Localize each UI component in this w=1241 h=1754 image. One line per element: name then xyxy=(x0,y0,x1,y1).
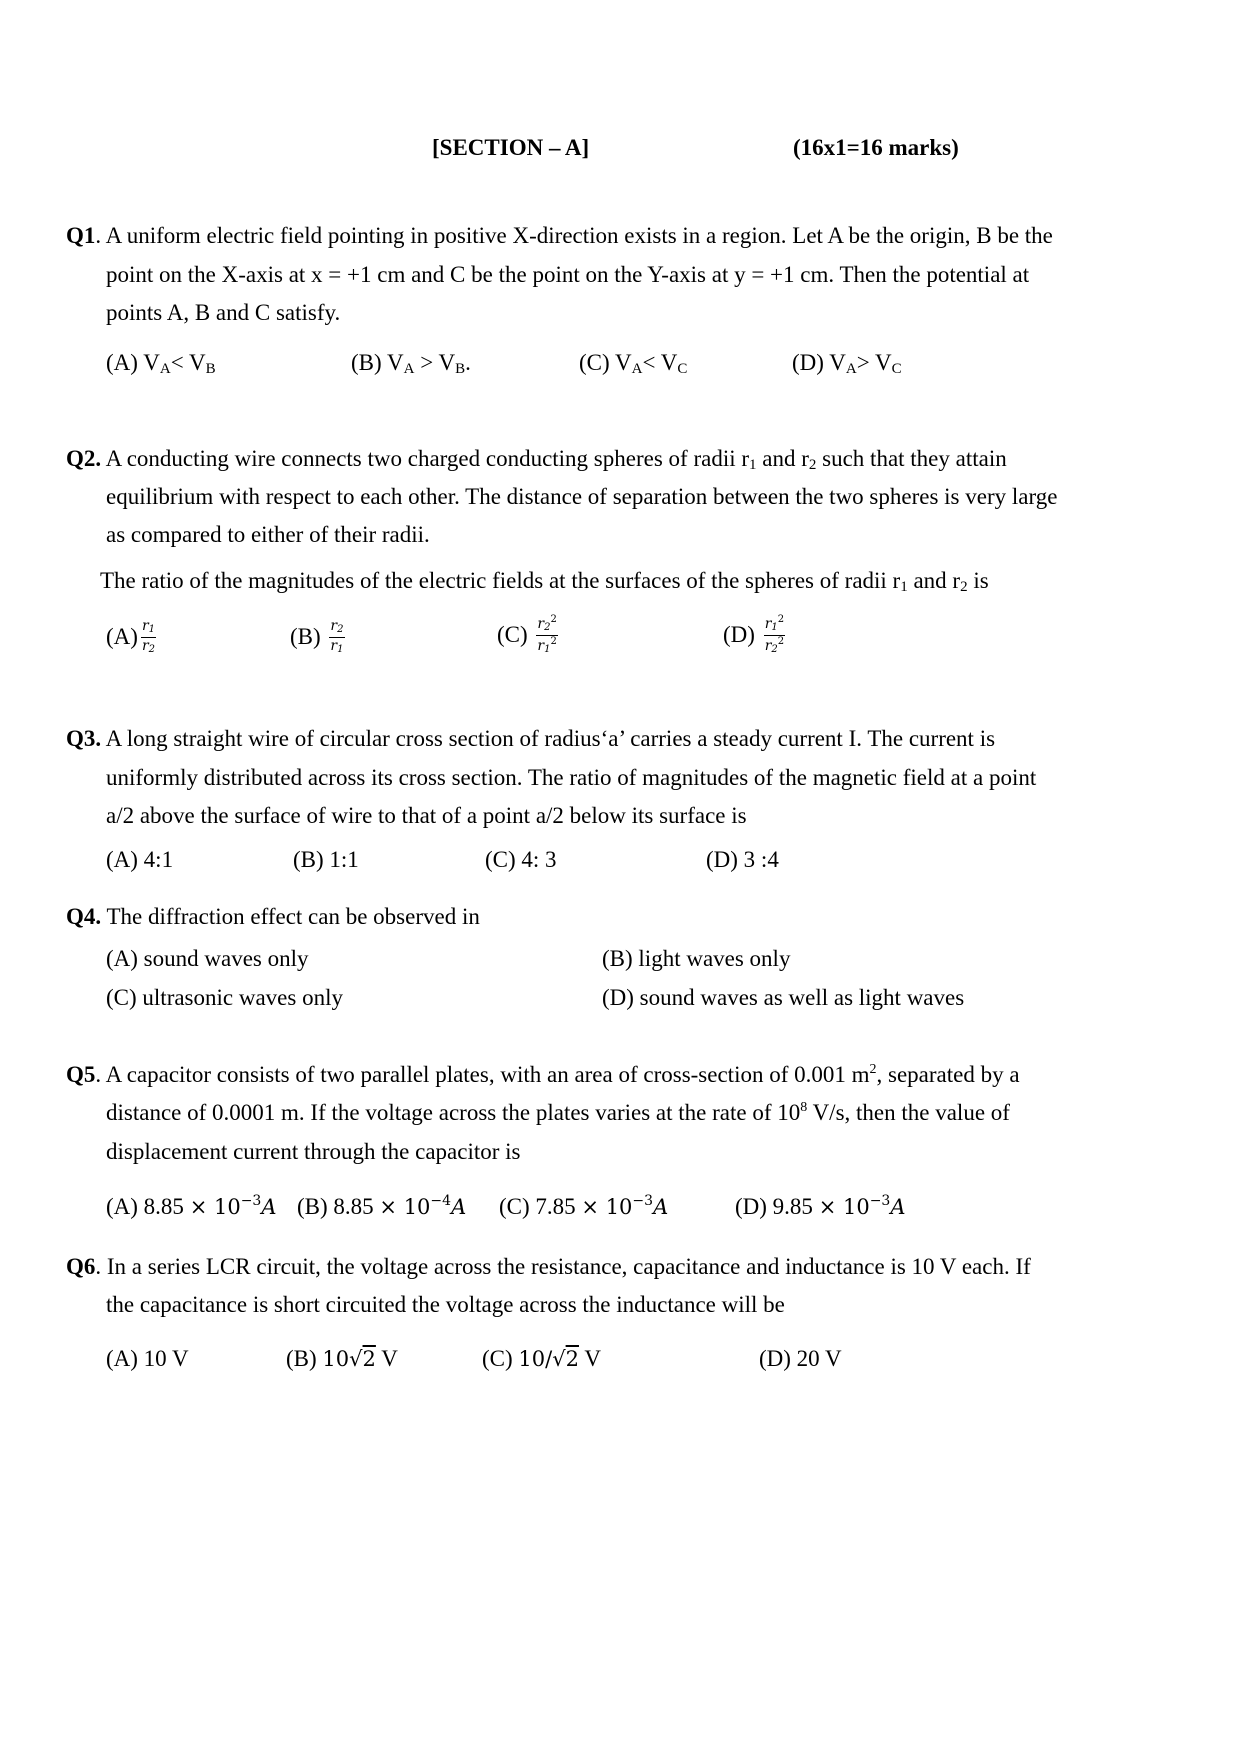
option-d: (D) sound waves as well as light waves xyxy=(602,985,965,1010)
question-text: equilibrium with respect to each other. The distance of separation between the two spheres is very large xyxy=(106,484,1058,509)
question-text: displacement current through the capacitor is xyxy=(106,1139,521,1164)
option-c: (C) $V_A< V_C$ xyxy=(579,350,688,377)
question-6: Q6. In a series LCR circuit, the voltage across the resistance, capacitance and inductance is 10 V each. If xyxy=(66,1254,1031,1279)
question-text: points A, B and C satisfy. xyxy=(106,300,341,325)
fraction: $\frac{r1}{r2}$ xyxy=(141,618,156,655)
fraction: $\frac{r1^2}{r2^2}$ xyxy=(764,614,785,655)
question-2: Q2. A conducting wire connects two charged conducting spheres of radii $r_1$ and $r_2$ such that they attain xyxy=(66,446,1007,473)
option-c: (C) ultrasonic waves only xyxy=(106,985,343,1010)
section-marks: (16x1=16 marks) xyxy=(793,135,959,160)
question-3: Q3. A long straight wire of circular cross section of radius‘a’ carries a steady current I. The current is xyxy=(66,726,996,751)
option-c: (C) $\frac{r2^2}{r1^2}$ xyxy=(497,614,557,655)
fraction: $\frac{r2}{r1}$ xyxy=(330,618,344,655)
question-text: . A uniform electric field pointing in positive X-direction exists in a region. Let A be the origin, B be the xyxy=(95,223,1053,248)
option-a: (A) $8.85 \times 10^{-3}A$ xyxy=(106,1193,277,1219)
option-a: (A) $V_A< V_B$ xyxy=(106,350,216,377)
section-title: [SECTION – A] xyxy=(432,135,590,160)
question-number: Q5 xyxy=(66,1062,96,1087)
question-number: Q3. xyxy=(66,726,102,751)
question-text: the capacitance is short circuited the voltage across the inductance will be xyxy=(106,1292,785,1317)
option-b: (B) 1:1 xyxy=(293,847,359,872)
question-5: Q5. A capacitor consists of two parallel plates, with an area of cross-section of 0.001 $m^2$, separated by a xyxy=(66,1062,1020,1087)
question-number: Q4. xyxy=(66,904,102,929)
question-text: distance of 0.0001 m. If the voltage across the plates varies at the rate of $10^8$ V/s, then the value of xyxy=(106,1100,1010,1125)
question-text: The ratio of the magnitudes of the electric fields at the surfaces of the spheres of radii $r_1$ and $r_2$ is xyxy=(100,568,989,595)
fraction: $\frac{r2^2}{r1^2}$ xyxy=(537,614,557,655)
option-a: (A) $\frac{r1}{r2}$ xyxy=(106,618,156,655)
option-b: (B) light waves only xyxy=(602,946,791,971)
question-number: Q1 xyxy=(66,223,96,248)
question-number: Q2. xyxy=(66,446,102,471)
question-text: a/2 above the surface of wire to that of a point a/2 below its surface is xyxy=(106,803,747,828)
option-d: (D) $9.85 \times 10^{-3}A$ xyxy=(735,1193,906,1219)
question-1 xyxy=(66,222,1053,250)
option-d: (D) 20 V xyxy=(759,1346,842,1371)
option-b: (B) $V_A > V_B$. xyxy=(351,350,471,377)
option-b: (B) $8.85 \times 10^{-4}A$ xyxy=(297,1193,467,1219)
option-a: (A) 10 V xyxy=(106,1346,189,1371)
option-b: (B) 10√2 V xyxy=(286,1346,398,1371)
question-text: point on the X-axis at x = +1 cm and C be the point on the Y-axis at y = +1 cm. Then the potential at xyxy=(106,262,1030,287)
question-text: as compared to either of their radii. xyxy=(106,522,430,547)
option-a: (A) sound waves only xyxy=(106,946,309,971)
option-d: (D) $V_A> V_C$ xyxy=(792,350,902,377)
option-c: (C) 4: 3 xyxy=(485,847,557,872)
option-a: (A) 4:1 xyxy=(106,847,174,872)
question-number: Q6 xyxy=(66,1254,96,1279)
option-c: (C) $7.85 \times 10^{-3}A$ xyxy=(499,1193,669,1219)
option-d: (D) 3 :4 xyxy=(706,847,779,872)
question-4: Q4. The diffraction effect can be observed in xyxy=(66,904,480,929)
option-d: (D) $\frac{r1^2}{r2^2}$ xyxy=(723,614,785,655)
question-text: uniformly distributed across its cross section. The ratio of magnitudes of the magnetic field at a point xyxy=(106,765,1037,790)
option-b: (B) $\frac{r2}{r1}$ xyxy=(290,618,344,655)
option-c: (C) 10/√2 V xyxy=(482,1346,601,1371)
